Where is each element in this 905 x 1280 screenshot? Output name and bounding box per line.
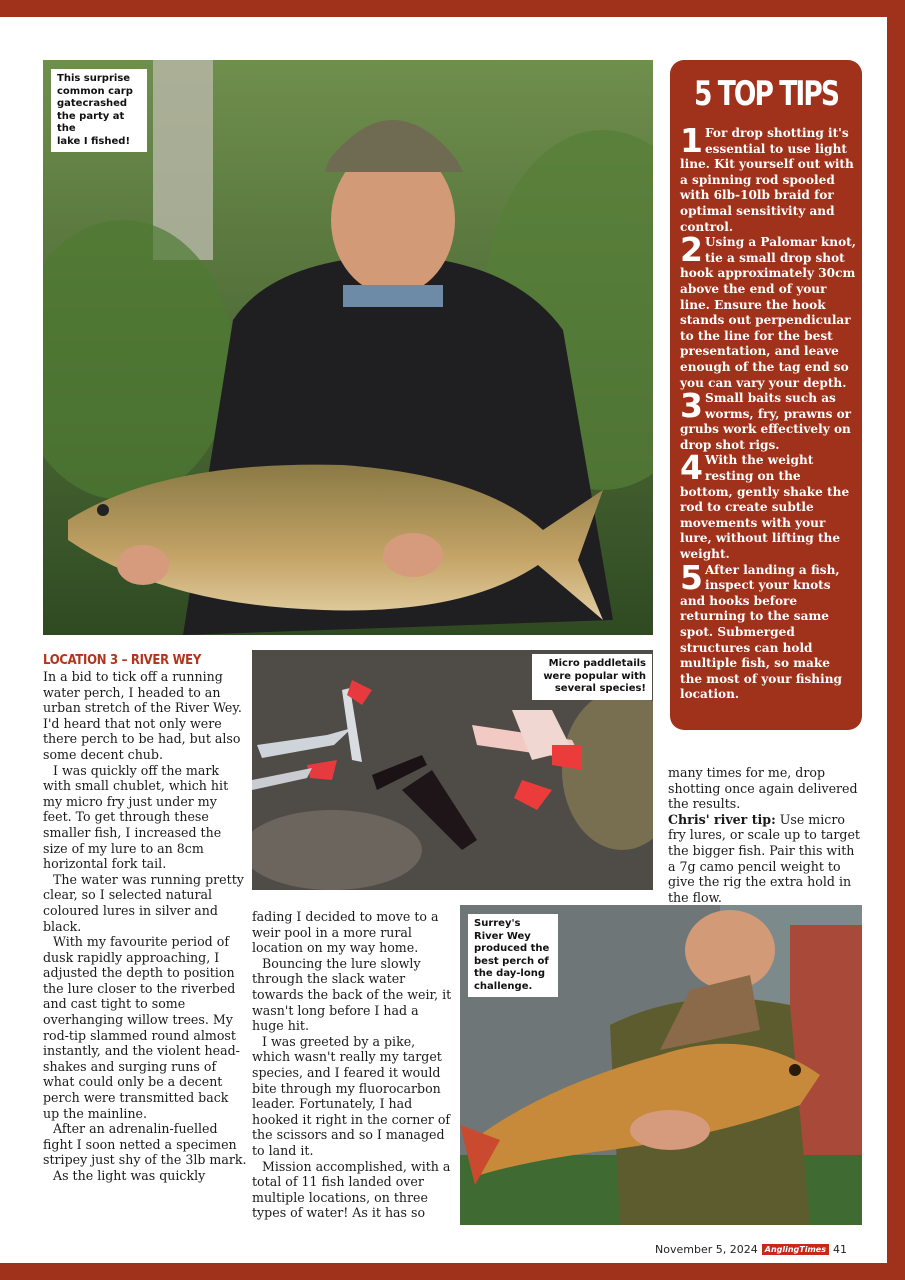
tip-item xyxy=(680,386,856,453)
paragraph: With my favourite period of dusk rapidly approaching, I adjusted the depth to position the lure closer to the riverbed and cast tight to some overhanging willow trees. My rod-tip slammed round almost instantly, and the violent head-shakes and surging runs of what could only be a decent perch were transmitted back up the mainline. xyxy=(43,934,240,1121)
tip-text: For drop shotting it's essential to use light line. Kit yourself out with a spinning rod spooled with 6lb-10lb braid for optimal sensitivity and control. xyxy=(680,126,854,234)
paragraph: As the light was quickly xyxy=(53,1168,206,1183)
tip-item xyxy=(680,121,856,235)
paddletails-caption: Micro paddletails were popular with several species! xyxy=(532,654,652,700)
paragraph: After an adrenalin-fuelled fight I soon netted a specimen stripey just shy of the 3lb mark. xyxy=(43,1121,247,1168)
river-tip-text: Use micro fry lures, or scale up to target the bigger fish. Pair this with a 7g camo pencil weight to give the rig the extra hold in the flow. xyxy=(668,811,860,905)
section-heading: LOCATION 3 – RIVER WEY xyxy=(43,653,202,668)
river-tip-label: Chris' river tip: xyxy=(668,811,776,827)
tip-item xyxy=(680,448,856,562)
article-column-1 xyxy=(43,653,247,1184)
top-tips-list xyxy=(680,121,856,703)
river-tip-paragraph xyxy=(668,812,864,906)
tip-number: 2 xyxy=(680,230,703,270)
tip-text: Using a Palomar knot, tie a small drop shot hook approximately 30cm above the end of your line. Ensure the hook stands out perpendicular to the line for the best presentation, and leave enough of the tag end so you can vary your depth. xyxy=(680,235,856,390)
tip-number: 4 xyxy=(680,448,703,488)
perch-caption: Surrey's River Wey produced the best perch of the day-long challenge. xyxy=(468,914,558,997)
tip-text: After landing a fish, inspect your knots and hooks before returning to the same spot. Submerged structures can hold multiple fish, so make the most of your fishing location. xyxy=(680,562,842,702)
paragraph: Mission accomplished, with a total of 11 fish landed over multiple locations, on three types of water! As it has so xyxy=(252,1158,451,1221)
paragraph: fading I decided to move to a weir pool in a more rural location on my way home. xyxy=(252,909,439,956)
paragraph: I was greeted by a pike, which wasn't really my target species, and I feared it would bite through my fluorocarbon leader. Fortunately, I had hooked it right in the corner of the scissors and so I managed to land it. xyxy=(252,1033,451,1158)
tip-text: Small baits such as worms, fry, prawns or grubs work effectively on drop shot rigs. xyxy=(680,391,852,452)
paragraph: I was quickly off the mark with small chublet, which hit my micro fry just under my feet. To get through these smaller fish, I increased the size of my lure to an 8cm horizontal fork tail. xyxy=(43,762,229,872)
tip-item xyxy=(680,230,856,391)
tip-item xyxy=(680,557,856,703)
paragraph: The water was running pretty clear, so I selected natural coloured lures in silver and black. xyxy=(43,871,244,934)
article-column-3 xyxy=(668,765,864,905)
tip-number: 1 xyxy=(680,121,703,160)
page-footer xyxy=(655,1243,847,1256)
issue-date: November 5, 2024 xyxy=(655,1243,758,1256)
magazine-logo: AnglingTimes xyxy=(762,1244,829,1255)
tip-number: 3 xyxy=(680,386,703,426)
paragraph: many times for me, drop shotting once again delivered the results. xyxy=(668,765,858,812)
carp-caption: This surprise common carp gatecrashed the party at the lake I fished! xyxy=(51,69,147,152)
tip-number: 5 xyxy=(680,557,703,597)
top-tips-title: 5 TOP TIPS xyxy=(693,74,838,114)
page-number: 41 xyxy=(833,1243,847,1256)
top-tips-box xyxy=(670,60,862,730)
paragraph: In a bid to tick off a running water perch, I headed to an urban stretch of the River Wey. I'd heard that not only were there perch to be had, but also some decent chub. xyxy=(43,669,242,762)
paragraph: Bouncing the lure slowly through the slack water towards the back of the weir, it wasn't long before I had a huge hit. xyxy=(252,955,452,1034)
magazine-page xyxy=(0,17,887,1263)
article-column-2 xyxy=(252,909,452,1221)
tip-text: With the weight resting on the bottom, gently shake the rod to create subtle movements with your lure, without lifting the weight. xyxy=(680,453,850,562)
